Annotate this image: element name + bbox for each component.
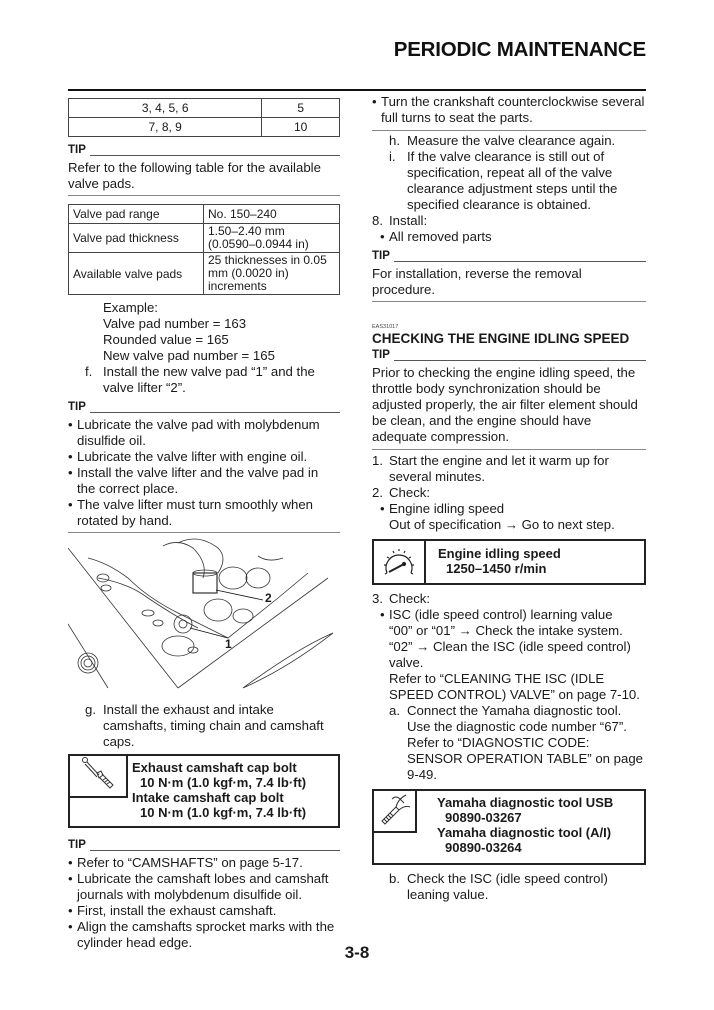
step-f [68, 364, 340, 396]
tip-end-rule [372, 449, 646, 450]
table-row [69, 118, 340, 137]
step-label: h. [389, 133, 400, 148]
step-label: i. [389, 149, 396, 164]
step-text: Connect the Yamaha diagnostic tool. [407, 703, 622, 718]
table-cell: Valve pad thickness [69, 224, 204, 253]
step-note: Refer to “DIAGNOSTIC CODE: SENSOR OPERATION TABLE” on page 9-49. [407, 735, 643, 782]
torque-spec-text [128, 756, 306, 826]
spec-line: Yamaha diagnostic tool USB [437, 795, 614, 810]
step-h [372, 133, 646, 149]
tip-label: TIP [68, 401, 86, 413]
step-bullet: • All removed parts [380, 229, 646, 245]
step-3 [372, 591, 646, 607]
step-text: If the valve clearance is still out of specification, repeat all of the valve clearance adjustment steps until the specified clearance is obtained. [407, 149, 618, 212]
section-title: CHECKING THE ENGINE IDLING SPEED [372, 331, 630, 346]
table-cell: No. 150–240 [204, 205, 340, 224]
tip-bullet: • Turn the crankshaft counterclockwise several full turns to seat the parts. [372, 94, 646, 126]
spec-value: 10 N·m (1.0 kgf·m, 7.4 lb·ft) [140, 775, 307, 790]
tip-text: Refer to the following table for the available valve pads. [68, 160, 321, 191]
tip-label: TIP [372, 250, 390, 262]
spec-line: Exhaust camshaft cap bolt [132, 760, 297, 775]
step-text: Check the ISC (idle speed control) leaning value. [407, 871, 608, 902]
tip-label: TIP [68, 144, 86, 156]
torque-wrench-icon [70, 756, 128, 798]
step-text: Measure the valve clearance again. [407, 133, 616, 148]
tip-heading [68, 840, 340, 853]
tip-end-rule [372, 301, 646, 302]
callout-2: 2 [265, 591, 272, 605]
tip-heading [372, 350, 646, 363]
page-header-title: PERIODIC MAINTENANCE [393, 38, 646, 61]
step-label: 1. [372, 453, 383, 468]
step-label: a. [389, 703, 400, 718]
tip-bullet: • Install the valve lifter and the valve pad in the correct place. [68, 465, 340, 497]
valve-lifter-illustration [68, 538, 340, 693]
table-cell: 1.50–2.40 mm (0.0590–0.0944 in) [204, 224, 340, 253]
tip-label: TIP [68, 839, 86, 851]
page-number: 3-8 [344, 943, 370, 962]
pad-increment-table [68, 98, 340, 137]
step-1 [372, 453, 646, 485]
idle-spec-text [426, 541, 561, 583]
step-text: Install the new valve pad “1” and the valve lifter “2”. [103, 364, 315, 395]
tip-bullet: • Lubricate the valve lifter with engine oil. [68, 449, 340, 465]
step-b [372, 871, 646, 903]
step-2 [372, 485, 646, 501]
tip-heading [372, 251, 646, 264]
step-text: Install the exhaust and intake camshafts, timing chain and camshaft caps. [103, 702, 324, 749]
tip-bullet: • Align the camshafts sprocket marks with the cylinder head edge. [68, 919, 340, 951]
step-bullet: • ISC (idle speed control) learning value [380, 607, 646, 623]
spec-value: 90890-03267 [445, 810, 522, 825]
valve-pad-table [68, 204, 340, 295]
diagnostic-tool-spec-box [372, 789, 646, 865]
idle-speed-spec-box [372, 539, 646, 585]
spec-value: 10 N·m (1.0 kgf·m, 7.4 lb·ft) [140, 805, 307, 820]
tip-heading [68, 145, 340, 158]
step-text: Check: [389, 485, 431, 500]
tip-end-rule [68, 532, 340, 533]
tachometer-icon [374, 541, 426, 583]
tip-bullet: • Lubricate the camshaft lobes and camshaft journals with molybdenum disulfide oil. [68, 871, 340, 903]
tip-heading [68, 402, 340, 415]
tip-bullet: • First, install the exhaust camshaft. [68, 903, 340, 919]
table-row [69, 253, 340, 295]
diagnostic-tool-icon [374, 791, 417, 833]
step-text: Start the engine and let it warm up for several minutes. [389, 453, 609, 484]
header-rule [68, 89, 646, 91]
step-label: 8. [372, 213, 383, 228]
tip-bullet: • Refer to “CAMSHAFTS” on page 5-17. [68, 855, 340, 871]
step-note: Refer to “CLEANING THE ISC (IDLE SPEED CONTROL) VALVE” on page 7-10. [389, 671, 640, 702]
step-label: 2. [372, 485, 383, 500]
table-row [69, 224, 340, 253]
table-cell: Valve pad range [69, 205, 204, 224]
tool-spec-text [417, 791, 613, 863]
example-line: New valve pad number = 165 [103, 348, 275, 363]
table-cell: 25 thicknesses in 0.05 mm (0.0020 in) increments [204, 253, 340, 295]
callout-1: 1 [225, 637, 232, 651]
example-block [68, 300, 340, 364]
spec-line: Engine idling speed [438, 546, 561, 561]
right-column [372, 94, 646, 903]
step-text: Check: [389, 591, 431, 606]
table-cell: Available valve pads [69, 253, 204, 295]
spec-line: Intake camshaft cap bolt [132, 790, 284, 805]
step-note: Use the diagnostic code number “67”. [407, 719, 627, 734]
step-label: b. [389, 871, 400, 886]
left-column [68, 98, 340, 533]
tip-end-rule [68, 195, 340, 196]
tip-end-rule [372, 130, 646, 131]
step-8 [372, 213, 646, 229]
spec-value: 1250–1450 r/min [446, 561, 547, 576]
tip-bullet: • The valve lifter must turn smoothly when rotated by hand. [68, 497, 340, 529]
tip-text: Prior to checking the engine idling speed, the throttle body synchronization should be adjusted properly, the air filter element should be clean, and the engine should have adequate compression. [372, 365, 638, 444]
left-column-lower [68, 702, 340, 951]
table-cell: 10 [262, 118, 340, 137]
tip-label: TIP [372, 349, 390, 361]
step-note: “02” → Clean the ISC (idle speed control) valve. [389, 639, 631, 670]
step-note: “00” or “01” → Check the intake system. [389, 623, 623, 638]
tip-text: For installation, reverse the removal procedure. [372, 266, 582, 297]
torque-spec-box [68, 754, 340, 828]
example-line: Example: [103, 300, 158, 315]
step-a [372, 703, 646, 719]
table-row [69, 99, 340, 118]
step-i [372, 149, 646, 213]
step-g [68, 702, 340, 750]
step-label: 3. [372, 591, 383, 606]
spec-value: 90890-03264 [445, 840, 522, 855]
tip-bullet: • Lubricate the valve pad with molybdenum disulfide oil. [68, 417, 340, 449]
section-code: EAS31017 [372, 324, 399, 330]
step-text: Install: [389, 213, 428, 228]
example-line: Rounded value = 165 [103, 332, 229, 347]
table-row [69, 205, 340, 224]
step-bullet: • Engine idling speed [380, 501, 646, 517]
example-line: Valve pad number = 163 [103, 316, 247, 331]
step-label: g. [85, 702, 96, 717]
table-cell: 3, 4, 5, 6 [69, 99, 262, 118]
table-cell: 7, 8, 9 [69, 118, 262, 137]
step-note: Out of specification → Go to next step. [389, 517, 615, 532]
step-label: f. [85, 364, 93, 379]
spec-line: Yamaha diagnostic tool (A/I) [437, 825, 612, 840]
table-cell: 5 [262, 99, 340, 118]
